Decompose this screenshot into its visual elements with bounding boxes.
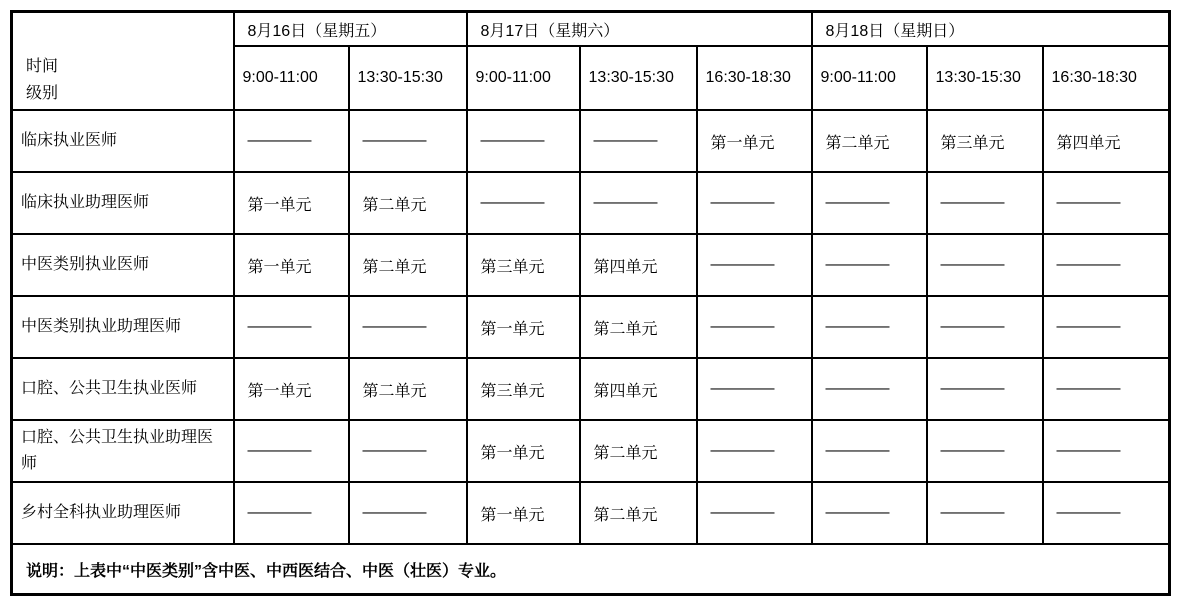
row-label: 中医类别执业助理医师 xyxy=(12,296,234,358)
schedule-cell: ———— xyxy=(349,482,467,544)
note-row xyxy=(12,544,1170,595)
date-header-row xyxy=(12,12,1170,47)
time-header-aug18-afternoon: 13:30-15:30 xyxy=(927,46,1043,110)
exam-schedule-table xyxy=(10,10,1171,596)
schedule-cell: ———— xyxy=(697,420,812,482)
date-header-aug17: 8月17日（星期六） xyxy=(467,12,812,47)
table-row-tcm-physician xyxy=(12,234,1170,296)
time-header-aug16-afternoon: 13:30-15:30 xyxy=(349,46,467,110)
schedule-cell: ———— xyxy=(1043,482,1170,544)
schedule-cell: 第二单元 xyxy=(349,358,467,420)
schedule-cell: ———— xyxy=(812,172,927,234)
schedule-cell: 第一单元 xyxy=(234,234,349,296)
schedule-cell: ———— xyxy=(927,172,1043,234)
schedule-cell: 第一单元 xyxy=(467,296,580,358)
schedule-cell: ———— xyxy=(812,234,927,296)
schedule-cell: ———— xyxy=(234,110,349,172)
schedule-cell: ———— xyxy=(927,420,1043,482)
schedule-cell: ———— xyxy=(697,172,812,234)
schedule-cell: 第三单元 xyxy=(927,110,1043,172)
table-row-dental-public-health-assistant xyxy=(12,420,1170,482)
schedule-cell: ———— xyxy=(1043,234,1170,296)
time-header-aug18-morning: 9:00-11:00 xyxy=(812,46,927,110)
date-header-aug16: 8月16日（星期五） xyxy=(234,12,467,47)
corner-time-label: 时间 xyxy=(26,58,59,75)
schedule-cell: ———— xyxy=(697,296,812,358)
table-row-clinical-physician xyxy=(12,110,1170,172)
schedule-cell: ———— xyxy=(812,296,927,358)
note-text: 说明：上表中“中医类别”含中医、中西医结合、中医（壮医）专业。 xyxy=(12,544,1170,595)
schedule-cell: ———— xyxy=(812,420,927,482)
schedule-cell: ———— xyxy=(580,110,697,172)
schedule-cell: 第四单元 xyxy=(580,234,697,296)
schedule-cell: 第三单元 xyxy=(467,358,580,420)
schedule-cell: ———— xyxy=(349,110,467,172)
row-label: 中医类别执业医师 xyxy=(12,234,234,296)
schedule-cell: 第二单元 xyxy=(580,482,697,544)
schedule-cell: 第一单元 xyxy=(234,172,349,234)
schedule-cell: 第四单元 xyxy=(580,358,697,420)
row-label: 乡村全科执业助理医师 xyxy=(12,482,234,544)
schedule-cell: ———— xyxy=(697,234,812,296)
date-header-aug18: 8月18日（星期日） xyxy=(812,12,1170,47)
schedule-cell: ———— xyxy=(1043,172,1170,234)
time-header-aug17-morning: 9:00-11:00 xyxy=(467,46,580,110)
time-header-aug18-evening: 16:30-18:30 xyxy=(1043,46,1170,110)
schedule-cell: ———— xyxy=(580,172,697,234)
row-label: 临床执业医师 xyxy=(12,110,234,172)
schedule-cell: 第一单元 xyxy=(467,420,580,482)
schedule-cell: 第二单元 xyxy=(580,296,697,358)
table-row-clinical-assistant xyxy=(12,172,1170,234)
schedule-cell: ———— xyxy=(1043,296,1170,358)
schedule-cell: ———— xyxy=(697,358,812,420)
schedule-cell: 第二单元 xyxy=(349,172,467,234)
schedule-cell: ———— xyxy=(234,420,349,482)
schedule-cell: 第二单元 xyxy=(812,110,927,172)
schedule-cell: ———— xyxy=(927,234,1043,296)
table-row-rural-general-assistant xyxy=(12,482,1170,544)
schedule-cell: ———— xyxy=(349,420,467,482)
schedule-cell: ———— xyxy=(234,296,349,358)
time-header-aug16-morning: 9:00-11:00 xyxy=(234,46,349,110)
schedule-cell: ———— xyxy=(467,172,580,234)
time-header-aug17-afternoon: 13:30-15:30 xyxy=(580,46,697,110)
schedule-cell: 第四单元 xyxy=(1043,110,1170,172)
schedule-cell: ———— xyxy=(234,482,349,544)
table-row-tcm-assistant xyxy=(12,296,1170,358)
schedule-cell: 第二单元 xyxy=(580,420,697,482)
schedule-cell: ———— xyxy=(927,482,1043,544)
schedule-cell: ———— xyxy=(467,110,580,172)
schedule-cell: 第一单元 xyxy=(697,110,812,172)
schedule-cell: ———— xyxy=(927,358,1043,420)
schedule-cell: 第一单元 xyxy=(234,358,349,420)
schedule-cell: ———— xyxy=(1043,358,1170,420)
row-label: 口腔、公共卫生执业医师 xyxy=(12,358,234,420)
row-label: 口腔、公共卫生执业助理医师 xyxy=(12,420,234,482)
schedule-cell: ———— xyxy=(1043,420,1170,482)
row-label: 临床执业助理医师 xyxy=(12,172,234,234)
schedule-cell: 第一单元 xyxy=(467,482,580,544)
schedule-cell: 第二单元 xyxy=(349,234,467,296)
schedule-cell: ———— xyxy=(349,296,467,358)
schedule-cell: ———— xyxy=(697,482,812,544)
schedule-cell: 第三单元 xyxy=(467,234,580,296)
time-header-aug17-evening: 16:30-18:30 xyxy=(697,46,812,110)
schedule-cell: ———— xyxy=(927,296,1043,358)
corner-level-label: 级别 xyxy=(26,85,59,102)
schedule-cell: ———— xyxy=(812,482,927,544)
table-row-dental-public-health-physician xyxy=(12,358,1170,420)
corner-header-time-level xyxy=(12,12,234,111)
schedule-cell: ———— xyxy=(812,358,927,420)
